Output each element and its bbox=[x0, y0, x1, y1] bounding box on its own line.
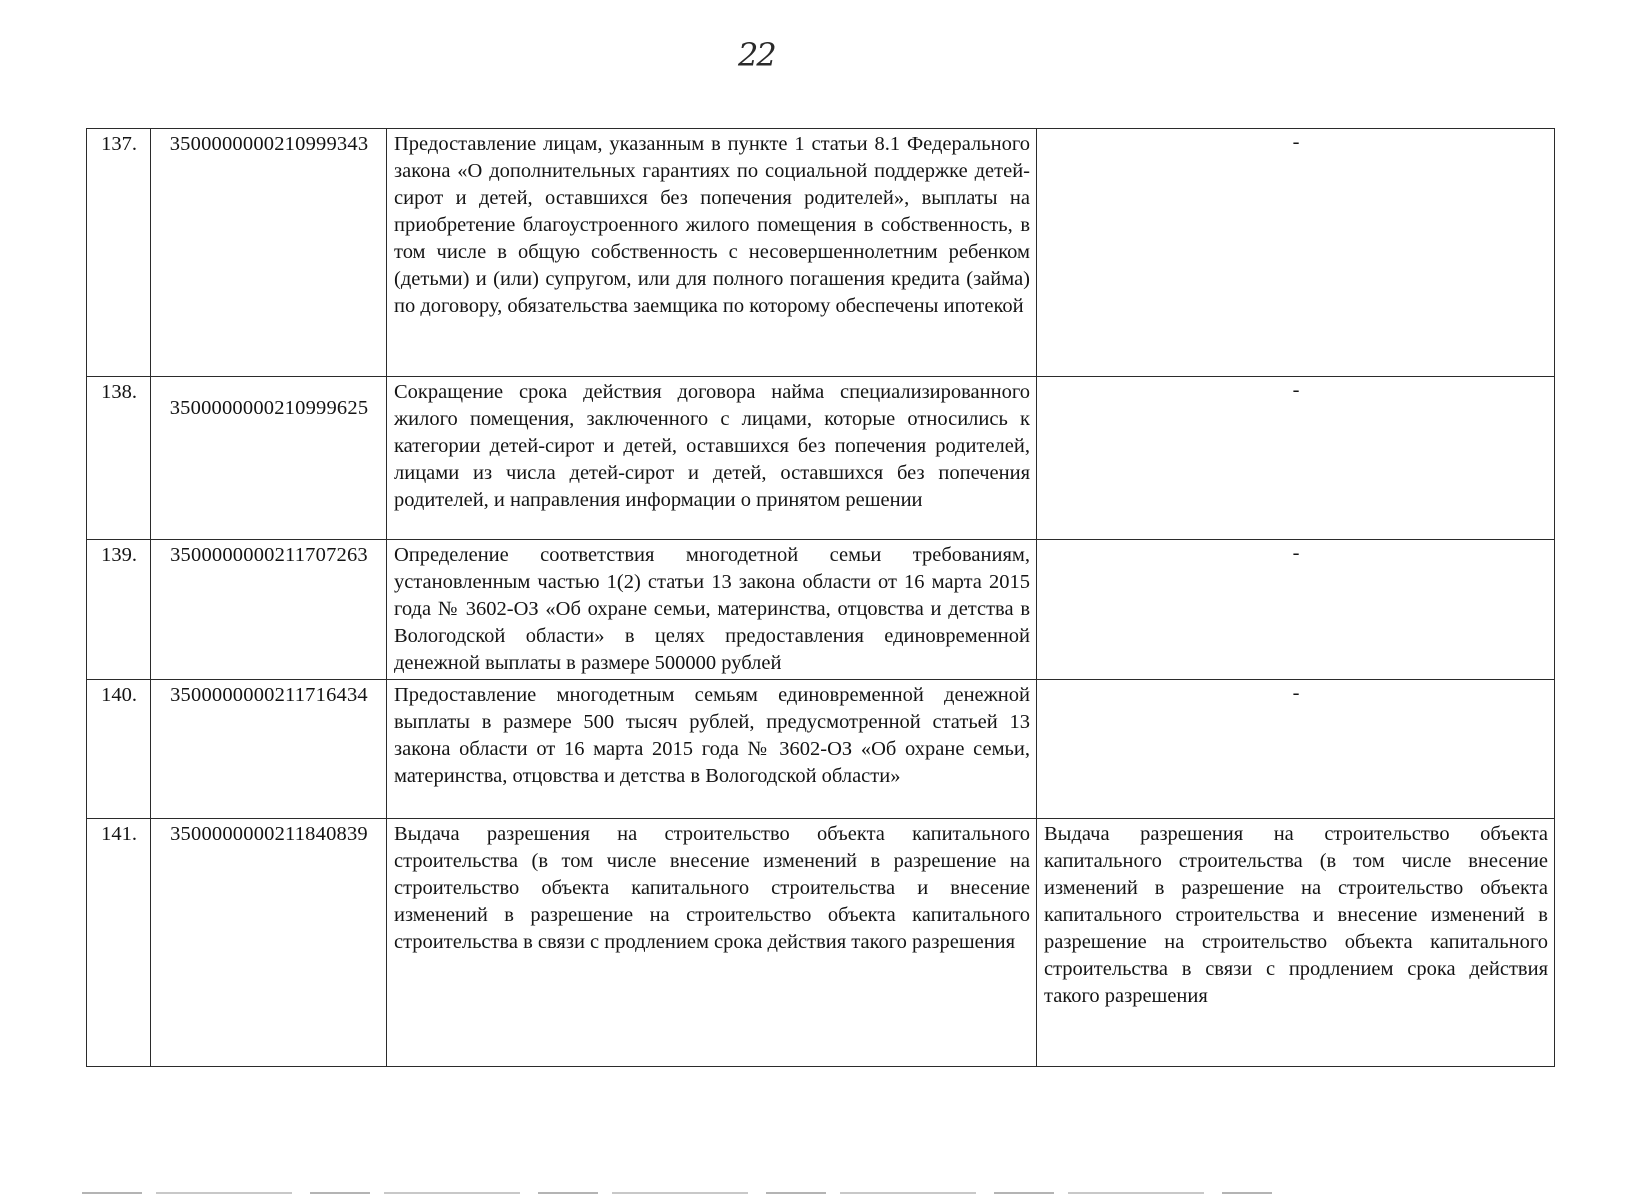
row-number: 139. bbox=[87, 540, 151, 680]
service-code: 3500000000211716434 bbox=[151, 680, 387, 819]
row-number: 141. bbox=[87, 819, 151, 1067]
table-row bbox=[87, 819, 1555, 1067]
service-note: - bbox=[1037, 129, 1555, 377]
service-description: Предоставление многодетным семьям единовременной денежной выплаты в размере 500 тысяч рублей, предусмотренной статьей 13 закона области от 16 марта 2015 года № 3602-ОЗ «Об охране семьи, материнства, отцовства и детства в Вологодской области» bbox=[387, 680, 1037, 819]
service-code: 3500000000211840839 bbox=[151, 819, 387, 1067]
service-description: Предоставление лицам, указанным в пункте 1 статьи 8.1 Федерального закона «О дополнительных гарантиях по социальной поддержке детей-сирот и детей, оставшихся без попечения родителей», выплаты на приобретение благоустроенного жилого помещения в собственность, в том числе в общую собственность с несовершеннолетним ребенком (детьми) и (или) супругом, или для полного погашения кредита (займа) по договору, обязательства заемщика по которому обеспечены ипотекой bbox=[387, 129, 1037, 377]
service-note: Выдача разрешения на строительство объекта капитального строительства (в том числе внесение изменений в разрешение на строительство объекта капитального строительства и внесение изменений в разрешение на строительство объекта капитального строительства в связи с продлением срока действия такого разрешения bbox=[1037, 819, 1555, 1067]
service-code: 3500000000210999625 bbox=[151, 377, 387, 540]
table-row bbox=[87, 680, 1555, 819]
table-row bbox=[87, 377, 1555, 540]
scan-artifact-line bbox=[82, 1192, 1272, 1194]
table-row bbox=[87, 540, 1555, 680]
service-code: 3500000000211707263 bbox=[151, 540, 387, 680]
row-number: 138. bbox=[87, 377, 151, 540]
page-number: 22 bbox=[738, 36, 775, 74]
row-number: 137. bbox=[87, 129, 151, 377]
service-description: Определение соответствия многодетной семьи требованиям, установленным частью 1(2) статьи 13 закона области от 16 марта 2015 года № 3602-ОЗ «Об охране семьи, материнства, отцовства и детства в Вологодской области» в целях предоставления единовременной денежной выплаты в размере 500000 рублей bbox=[387, 540, 1037, 680]
service-description: Выдача разрешения на строительство объекта капитального строительства (в том числе внесение изменений в разрешение на строительство объекта капитального строительства и внесение изменений в разрешение на строительство объекта капитального строительства в связи с продлением срока действия такого разрешения bbox=[387, 819, 1037, 1067]
service-note: - bbox=[1037, 540, 1555, 680]
services-registry-table bbox=[86, 128, 1555, 1067]
service-note: - bbox=[1037, 377, 1555, 540]
row-number: 140. bbox=[87, 680, 151, 819]
service-description: Сокращение срока действия договора найма специализированного жилого помещения, заключенного с лицами, которые относились к категории детей-сирот и детей, оставшихся без попечения родителей, лицами из числа детей-сирот и детей, оставшихся без попечения родителей, и направления информации о принятом решении bbox=[387, 377, 1037, 540]
table-row bbox=[87, 129, 1555, 377]
service-note: - bbox=[1037, 680, 1555, 819]
service-code: 3500000000210999343 bbox=[151, 129, 387, 377]
